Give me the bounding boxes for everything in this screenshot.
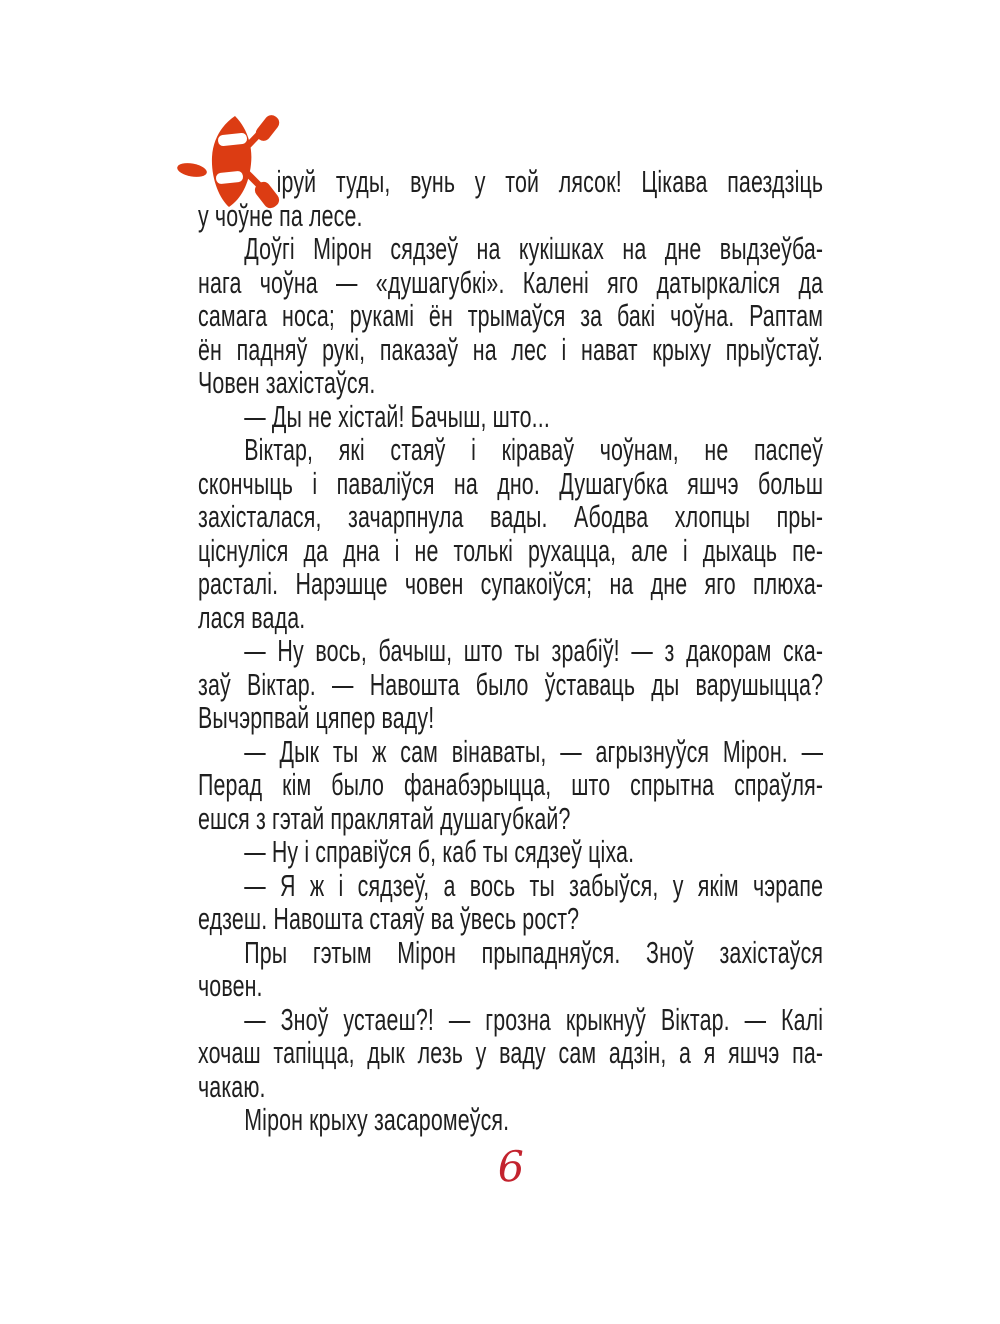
- text-line: Доўгі Мірон сядзеў на кукішках на дне выдзеўба-: [244, 231, 824, 266]
- text-line: чакаю.: [198, 1068, 266, 1104]
- text-line: ён падняў рукі, паказаў на лес і нават крыху прыўстаў.: [198, 331, 824, 367]
- paragraph: [198, 835, 823, 869]
- text-line: — Дык ты ж сам вінаваты, — агрызнуўся Мірон. —: [244, 733, 824, 769]
- paragraph: [198, 1103, 823, 1137]
- text-line: ціснуліся да дна і не толькі рухацца, але і дыхаць пе-: [198, 532, 824, 568]
- paragraph: [198, 936, 823, 1003]
- text-line: — Я ж і сядзеў, а вось ты забыўся, у якім чэрапе: [244, 867, 824, 903]
- paragraph: [198, 634, 823, 735]
- text-line: Перад кім было фанабэрыцца, што спрытна спраўля-: [198, 767, 824, 802]
- text-line: лася вада.: [198, 599, 306, 635]
- page-number: 6: [496, 1141, 526, 1192]
- paragraph: [198, 165, 823, 232]
- text-line: самага носа; рукамі ён трымаўся за бакі чоўна. Раптам: [198, 298, 824, 333]
- text-line: хочаш тапіцца, дык лезь у ваду сам адзін, а я яшчэ па-: [198, 1035, 824, 1070]
- paragraph: [198, 735, 823, 836]
- text-line: заў Віктар. — Навошта было ўставаць ды варушыцца?: [198, 666, 824, 702]
- text-line: у чоўне па лесе.: [198, 197, 363, 233]
- paragraph: [198, 232, 823, 400]
- text-line: Човен захістаўся.: [198, 365, 376, 400]
- text-line: нага чоўна — «душагубкі». Калені яго датыркаліся да: [198, 264, 824, 300]
- text-line: — Ну і справіўся б, каб ты сядзеў ціха.: [244, 834, 635, 869]
- paragraph: [198, 1003, 823, 1104]
- text-line: скончыць і паваліўся на дно. Душагубка яшчэ больш: [198, 465, 824, 501]
- text-line: захісталася, зачарпнула вады. Абодва хлопцы пры-: [198, 499, 824, 534]
- text-line: іруй туды, вунь у той лясок! Цікава паездзіць: [276, 164, 824, 199]
- text-line: едзеш. Навошта стаяў ва ўвесь рост?: [198, 901, 580, 936]
- text-line: — Ну вось, бачыш, што ты зрабіў! — з дакорам ска-: [244, 633, 824, 668]
- text-line: Віктар, які стаяў і кіраваў чоўнам, не паспеў: [244, 432, 824, 467]
- text-line: човен.: [198, 968, 263, 1003]
- paragraph: [198, 400, 823, 434]
- page-text: [198, 165, 823, 1137]
- paragraph: [198, 433, 823, 634]
- text-line: расталі. Нарэшце човен супакоіўся; на дне яго плюха-: [198, 566, 824, 601]
- text-line: ешся з гэтай праклятай душагубкай?: [198, 800, 571, 836]
- text-line: — Ды не хістай! Бачыш, што...: [244, 398, 550, 434]
- text-line: Пры гэтым Мірон прыпадняўся. Зноў захістаўся: [244, 934, 824, 970]
- text-line: Вычэрпвай цяпер ваду!: [198, 700, 435, 735]
- paragraph: [198, 869, 823, 936]
- text-line: — Зноў устаеш?! — грозна крыкнуў Віктар. — Калі: [244, 1001, 824, 1037]
- text-line: Мірон крыху засаромеўся.: [244, 1102, 510, 1137]
